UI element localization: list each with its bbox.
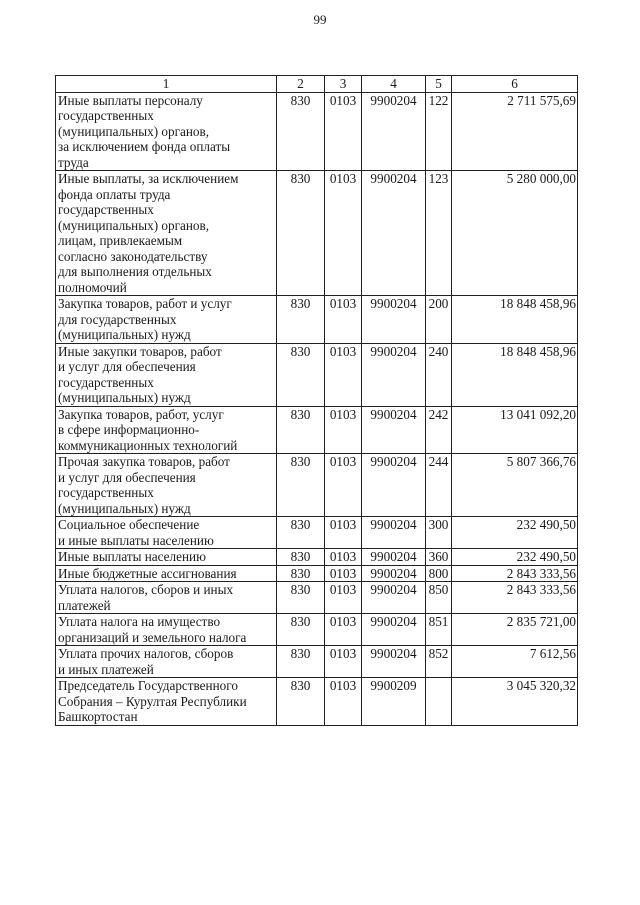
row-code-5: 800 — [426, 565, 452, 582]
row-code-4: 9900204 — [362, 406, 426, 454]
row-code-3: 0103 — [325, 171, 362, 296]
row-code-3: 0103 — [325, 517, 362, 549]
row-code-2: 830 — [277, 582, 325, 614]
table-row — [56, 646, 578, 678]
row-code-5: 240 — [426, 343, 452, 406]
row-code-3: 0103 — [325, 343, 362, 406]
row-code-3: 0103 — [325, 678, 362, 726]
row-name: Председатель Государственного Собрания – Курултая Республики Башкортостан — [56, 678, 277, 726]
row-code-3: 0103 — [325, 582, 362, 614]
row-code-3: 0103 — [325, 406, 362, 454]
row-code-2: 830 — [277, 614, 325, 646]
table-row — [56, 614, 578, 646]
row-name: Иные выплаты населению — [56, 549, 277, 566]
row-amount: 2 843 333,56 — [452, 582, 578, 614]
row-amount: 2 835 721,00 — [452, 614, 578, 646]
row-name: Закупка товаров, работ и услуг для государственных (муниципальных) нужд — [56, 296, 277, 344]
row-name: Уплата прочих налогов, сборов и иных платежей — [56, 646, 277, 678]
table-row — [56, 517, 578, 549]
row-code-5: 244 — [426, 454, 452, 517]
row-amount: 18 848 458,96 — [452, 296, 578, 344]
row-amount: 13 041 092,20 — [452, 406, 578, 454]
row-code-2: 830 — [277, 517, 325, 549]
row-code-3: 0103 — [325, 646, 362, 678]
row-code-4: 9900204 — [362, 92, 426, 171]
row-code-2: 830 — [277, 454, 325, 517]
table-row — [56, 454, 578, 517]
row-code-2: 830 — [277, 646, 325, 678]
row-amount: 3 045 320,32 — [452, 678, 578, 726]
row-name: Уплата налогов, сборов и иных платежей — [56, 582, 277, 614]
row-code-2: 830 — [277, 406, 325, 454]
page-number: 99 — [313, 12, 327, 27]
row-name: Иные бюджетные ассигнования — [56, 565, 277, 582]
row-amount: 18 848 458,96 — [452, 343, 578, 406]
row-code-5: 242 — [426, 406, 452, 454]
table-row — [56, 565, 578, 582]
row-amount: 5 807 366,76 — [452, 454, 578, 517]
row-code-4: 9900204 — [362, 549, 426, 566]
row-code-4: 9900204 — [362, 517, 426, 549]
row-code-3: 0103 — [325, 614, 362, 646]
row-name: Социальное обеспечение и иные выплаты населению — [56, 517, 277, 549]
table-row — [56, 92, 578, 171]
row-code-3: 0103 — [325, 296, 362, 344]
row-code-4: 9900204 — [362, 171, 426, 296]
table-row — [56, 343, 578, 406]
row-code-3: 0103 — [325, 92, 362, 171]
row-name: Уплата налога на имущество организаций и земельного налога — [56, 614, 277, 646]
header-col-2: 2 — [277, 76, 325, 93]
row-code-5: 122 — [426, 92, 452, 171]
row-code-2: 830 — [277, 549, 325, 566]
row-code-2: 830 — [277, 296, 325, 344]
row-code-2: 830 — [277, 678, 325, 726]
row-name: Прочая закупка товаров, работ и услуг для обеспечения государственных (муниципальных) нужд — [56, 454, 277, 517]
row-code-3: 0103 — [325, 454, 362, 517]
row-name: Иные выплаты, за исключением фонда оплаты труда государственных (муниципальных) органов, лицам, привлекаемым согласно законодательству для выполнения отдельных полномочий — [56, 171, 277, 296]
header-col-4: 4 — [362, 76, 426, 93]
header-col-3: 3 — [325, 76, 362, 93]
row-code-5: 850 — [426, 582, 452, 614]
row-code-3: 0103 — [325, 565, 362, 582]
row-code-2: 830 — [277, 343, 325, 406]
budget-table — [55, 75, 578, 726]
row-amount: 2 711 575,69 — [452, 92, 578, 171]
row-code-2: 830 — [277, 565, 325, 582]
row-code-4: 9900204 — [362, 343, 426, 406]
row-code-4: 9900209 — [362, 678, 426, 726]
row-code-4: 9900204 — [362, 582, 426, 614]
table-row — [56, 549, 578, 566]
row-code-2: 830 — [277, 171, 325, 296]
row-name: Закупка товаров, работ, услуг в сфере информационно- коммуникационных технологий — [56, 406, 277, 454]
row-code-5: 360 — [426, 549, 452, 566]
header-col-6: 6 — [452, 76, 578, 93]
table-row — [56, 296, 578, 344]
table-row — [56, 171, 578, 296]
row-amount: 7 612,56 — [452, 646, 578, 678]
row-amount: 232 490,50 — [452, 517, 578, 549]
row-code-5: 300 — [426, 517, 452, 549]
row-code-5: 851 — [426, 614, 452, 646]
row-name: Иные закупки товаров, работ и услуг для обеспечения государственных (муниципальных) нужд — [56, 343, 277, 406]
row-amount: 2 843 333,56 — [452, 565, 578, 582]
table-row — [56, 406, 578, 454]
header-row — [56, 76, 578, 93]
row-code-2: 830 — [277, 92, 325, 171]
header-col-1: 1 — [56, 76, 277, 93]
row-code-4: 9900204 — [362, 646, 426, 678]
row-code-5 — [426, 678, 452, 726]
row-code-4: 9900204 — [362, 614, 426, 646]
row-code-4: 9900204 — [362, 565, 426, 582]
row-name: Иные выплаты персоналу государственных (муниципальных) органов, за исключением фонда оплаты труда — [56, 92, 277, 171]
table-row — [56, 678, 578, 726]
header-col-5: 5 — [426, 76, 452, 93]
row-code-5: 200 — [426, 296, 452, 344]
row-code-4: 9900204 — [362, 454, 426, 517]
row-code-5: 852 — [426, 646, 452, 678]
row-code-4: 9900204 — [362, 296, 426, 344]
row-code-3: 0103 — [325, 549, 362, 566]
table-row — [56, 582, 578, 614]
row-amount: 5 280 000,00 — [452, 171, 578, 296]
row-code-5: 123 — [426, 171, 452, 296]
row-amount: 232 490,50 — [452, 549, 578, 566]
